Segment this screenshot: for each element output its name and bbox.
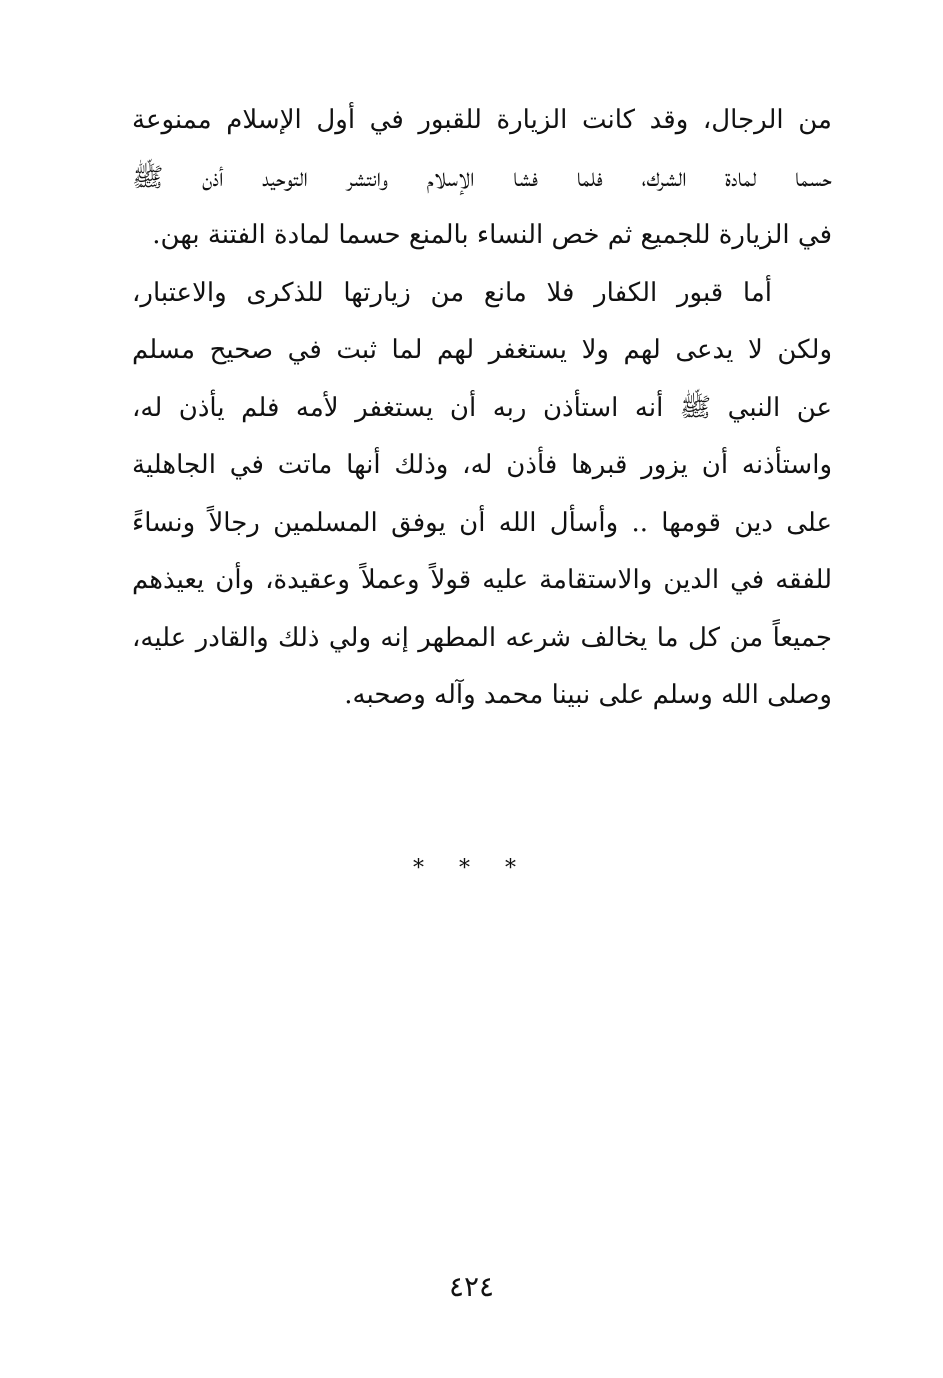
text-line: للفقه في الدين والاستقامة عليه قولاً وعملاً وعقيدة، وأن يعيذهم (132, 565, 832, 595)
text-line: عن النبي ﷺ أنه استأذن ربه أن يستغفر لأمه فلم يأذن له، (132, 392, 832, 423)
text-line: على دين قومها .. وأسأل الله أن يوفق المسلمين رجالاً ونساءً (132, 507, 832, 538)
text-line: في الزيارة للجميع ثم خص النساء بالمنع حسما لمادة الفتنة بهن. (152, 220, 832, 250)
text-line: من الرجال، وقد كانت الزيارة للقبور في أول الإسلام ممنوعة (132, 105, 832, 135)
section-separator: * * * (413, 856, 530, 881)
text-line: واستأذنه أن يزور قبرها فأذن له، وذلك أنها ماتت في الجاهلية (132, 450, 832, 480)
page-number: ٤٢٤ (448, 1270, 495, 1303)
text-line: أما قبور الكفار فلا مانع من زيارتها للذكرى والاعتبار، (132, 277, 772, 308)
text-line: جميعاً من كل ما يخالف شرعه المطهر إنه ولي ذلك والقادر عليه، (132, 622, 832, 653)
text-line: وصلى الله وسلم على نبينا محمد وآله وصحبه. (344, 680, 832, 710)
text-line: ولكن لا يدعى لهم ولا يستغفر لهم لما ثبت في صحيح مسلم (132, 335, 832, 365)
text-line: حسما لمادة الشرك، فلما فشا الإسلام وانتشر التوحيد أذن ﷺ (132, 162, 832, 193)
body-text (132, 92, 832, 725)
